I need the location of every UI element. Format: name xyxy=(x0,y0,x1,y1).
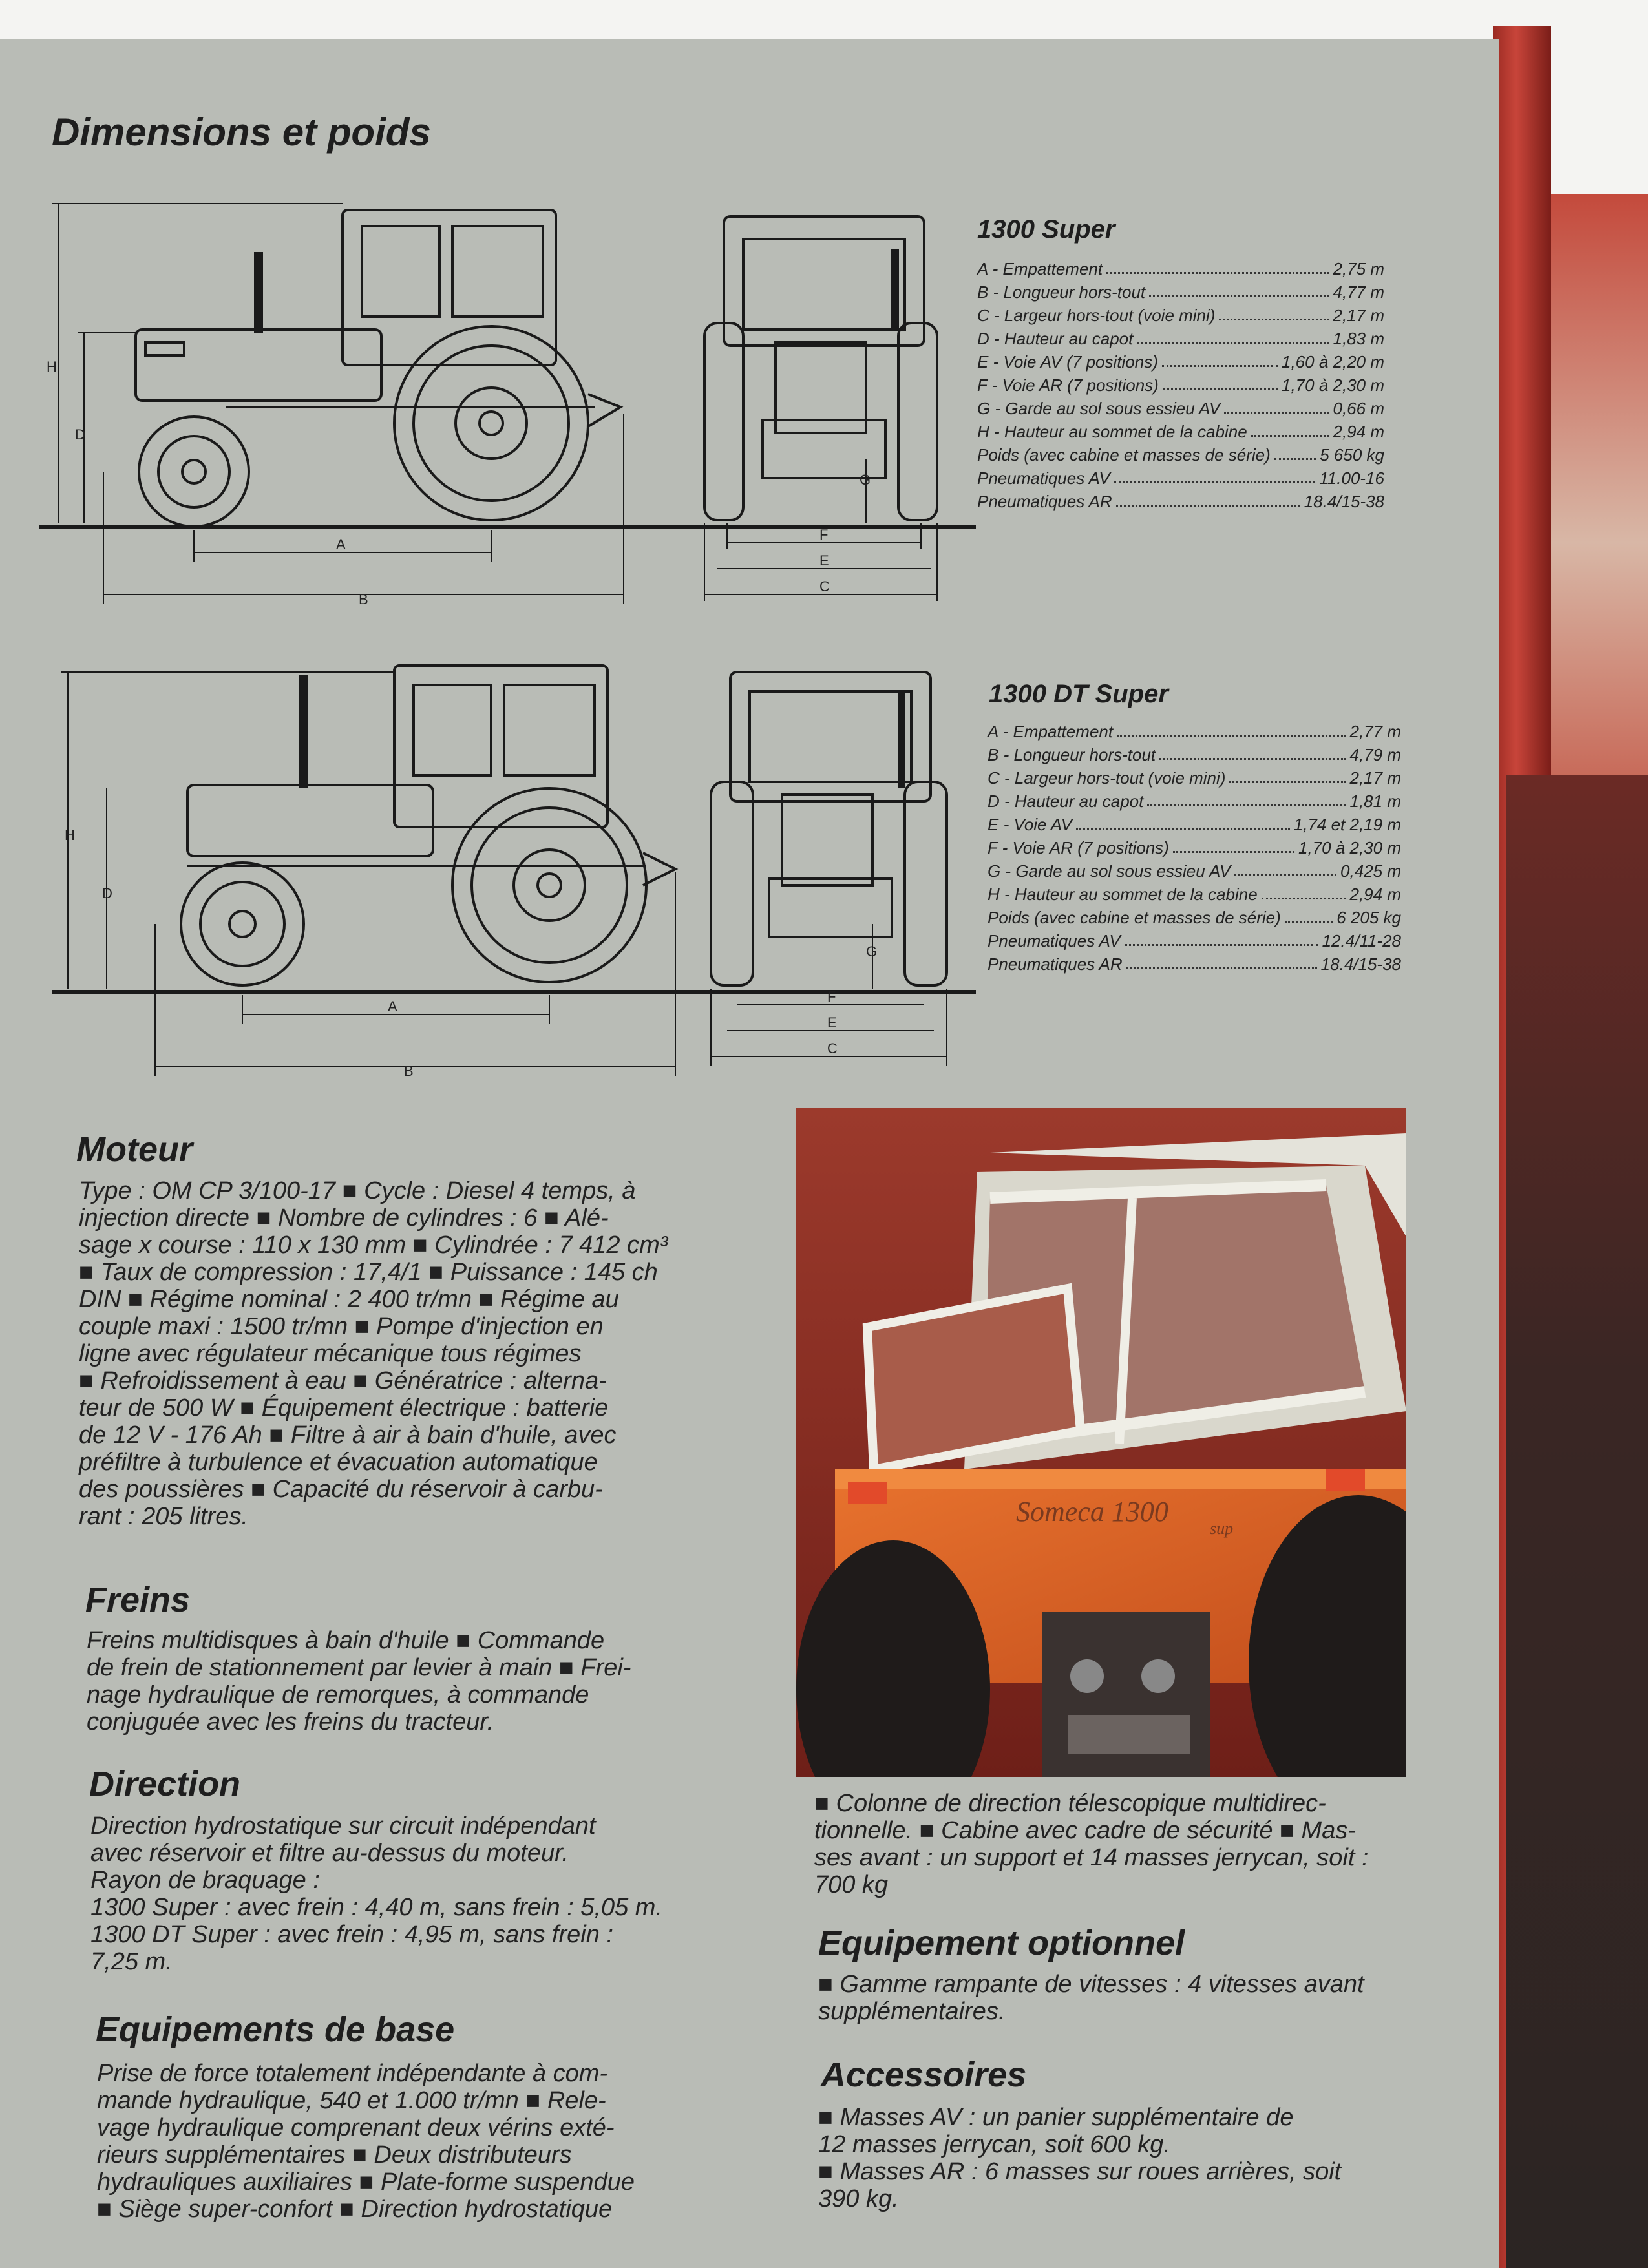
body-accessoires xyxy=(818,2104,1445,2212)
spec-row xyxy=(977,490,1384,513)
spec-label: B - Longueur hors-tout xyxy=(988,745,1156,764)
text-line: ses avant : un support et 14 masses jerrycan, soit : xyxy=(814,1844,1369,1871)
spec-value: 12.4/11-28 xyxy=(1322,931,1401,950)
spec-value: 0,66 m xyxy=(1333,399,1384,418)
spec-value: 18.4/15-38 xyxy=(1304,492,1384,511)
text-line: rieurs supplémentaires ■ Deux distributeurs xyxy=(97,2141,572,2168)
text-line: teur de 500 W ■ Équipement électrique : batterie xyxy=(79,1394,609,1422)
spec-row xyxy=(977,280,1384,304)
spec-label: G - Garde au sol sous essieu AV xyxy=(988,861,1231,881)
dim-label-b: B xyxy=(359,591,368,607)
spec-label: D - Hauteur au capot xyxy=(977,329,1134,348)
spec-row xyxy=(977,467,1384,490)
spec-value: 1,83 m xyxy=(1333,329,1384,348)
spec-value: 2,75 m xyxy=(1333,259,1384,278)
spec-value: 11.00-16 xyxy=(1319,468,1384,488)
dim-label-e: E xyxy=(819,552,829,569)
spec-value: 1,81 m xyxy=(1349,792,1401,811)
dim-label-b: B xyxy=(404,1063,414,1079)
spec-row xyxy=(988,790,1401,813)
text-line: ■ Taux de compression : 17,4/1 ■ Puissance : 145 ch xyxy=(79,1259,658,1286)
spec-row xyxy=(977,304,1384,327)
text-line: conjuguée avec les freins du tracteur. xyxy=(87,1708,494,1736)
spec-value: 4,77 m xyxy=(1333,282,1384,302)
photo-badge-suffix: sup xyxy=(1210,1519,1234,1538)
dim-label-d: D xyxy=(102,885,112,901)
text-line: ■ Gamme rampante de vitesses : 4 vitesses avant xyxy=(818,1971,1364,1998)
dim-label-h: H xyxy=(47,359,57,375)
text-line: vage hydraulique comprenant deux vérins exté- xyxy=(97,2114,615,2141)
dim-label-c: C xyxy=(827,1040,838,1056)
spec-value: 1,60 à 2,20 m xyxy=(1282,352,1384,372)
spec-label: Poids (avec cabine et masses de série) xyxy=(977,445,1271,465)
dim-label-e: E xyxy=(827,1014,837,1031)
adjacent-page-photo-edge xyxy=(1506,775,1648,2268)
text-line: ■ Colonne de direction télescopique multidirec- xyxy=(814,1790,1326,1817)
spec-row xyxy=(988,929,1401,952)
heading-accessoires: Accessoires xyxy=(821,2055,1027,2094)
spec-label: A - Empattement xyxy=(988,722,1114,741)
spec-list-1300-dt-super xyxy=(988,720,1401,976)
dim-label-f: F xyxy=(827,989,836,1005)
spec-value: 18.4/15-38 xyxy=(1320,954,1401,974)
body-direction xyxy=(90,1812,724,1975)
spec-list-1300-super xyxy=(977,257,1384,513)
text-line: ■ Refroidissement à eau ■ Génératrice : alterna- xyxy=(79,1367,607,1394)
text-line: 12 masses jerrycan, soit 600 kg. xyxy=(818,2131,1170,2158)
dim-label-d: D xyxy=(75,426,85,443)
text-line: ■ Masses AV : un panier supplémentaire de xyxy=(818,2104,1294,2131)
body-equipements-base xyxy=(97,2060,730,2223)
spec-title-1300-dt-super: 1300 DT Super xyxy=(989,680,1168,708)
spec-label: Pneumatiques AR xyxy=(977,492,1112,511)
diagram-1300-dt-super xyxy=(45,653,989,1092)
dim-label-c: C xyxy=(819,578,830,594)
dim-label-g: G xyxy=(860,472,871,488)
text-line: des poussières ■ Capacité du réservoir à carbu- xyxy=(79,1476,603,1503)
spec-row xyxy=(977,373,1384,397)
dim-label-a: A xyxy=(336,536,346,552)
page-title: Dimensions et poids xyxy=(52,110,431,154)
text-line: de frein de stationnement par levier à main ■ Frei- xyxy=(87,1654,631,1681)
tractor-photo-illustration xyxy=(796,1108,1406,1777)
text-line: 390 kg. xyxy=(818,2185,899,2212)
text-line: couple maxi : 1500 tr/mn ■ Pompe d'injection en xyxy=(79,1313,604,1340)
spec-value: 1,74 et 2,19 m xyxy=(1293,815,1401,834)
spec-label: D - Hauteur au capot xyxy=(988,792,1144,811)
spec-row xyxy=(988,859,1401,883)
spec-value: 0,425 m xyxy=(1340,861,1401,881)
spec-row xyxy=(988,766,1401,790)
text-line: 1300 DT Super : avec frein : 4,95 m, sans frein : xyxy=(90,1921,613,1948)
spec-row xyxy=(988,883,1401,906)
spec-label: Pneumatiques AV xyxy=(988,931,1121,950)
text-line: mande hydraulique, 540 et 1.000 tr/mn ■ Rele- xyxy=(97,2087,606,2114)
text-line: sage x course : 110 x 130 mm ■ Cylindrée : 7 412 cm³ xyxy=(79,1232,668,1259)
heading-direction: Direction xyxy=(89,1765,241,1803)
text-line: ■ Siège super-confort ■ Direction hydrostatique xyxy=(97,2196,613,2223)
text-line: 1300 Super : avec frein : 4,40 m, sans frein : 5,05 m. xyxy=(90,1894,663,1921)
text-line: ■ Masses AR : 6 masses sur roues arrières, soit xyxy=(818,2158,1342,2185)
spec-row xyxy=(977,397,1384,420)
dim-label-h: H xyxy=(65,827,75,843)
spec-label: Poids (avec cabine et masses de série) xyxy=(988,908,1281,927)
spec-row xyxy=(977,257,1384,280)
spec-value: 4,79 m xyxy=(1349,745,1401,764)
text-line: Freins multidisques à bain d'huile ■ Commande xyxy=(87,1627,605,1654)
spec-label: F - Voie AR (7 positions) xyxy=(977,375,1159,395)
text-line: préfiltre à turbulence et évacuation automatique xyxy=(79,1449,598,1476)
spec-value: 2,17 m xyxy=(1349,768,1401,788)
tractor-photo xyxy=(796,1108,1406,1777)
text-line: Type : OM CP 3/100-17 ■ Cycle : Diesel 4 temps, à xyxy=(79,1177,636,1204)
spec-row xyxy=(977,327,1384,350)
spec-value: 2,77 m xyxy=(1349,722,1401,741)
text-line: hydrauliques auxiliaires ■ Plate-forme suspendue xyxy=(97,2168,635,2196)
heading-freins: Freins xyxy=(85,1580,191,1619)
spec-title-1300-super: 1300 Super xyxy=(977,215,1115,244)
spec-row xyxy=(977,350,1384,373)
heading-equipements-base: Equipements de base xyxy=(96,2010,455,2049)
spec-label: Pneumatiques AR xyxy=(988,954,1123,974)
text-line: de 12 V - 176 Ah ■ Filtre à air à bain d'huile, avec xyxy=(79,1422,617,1449)
dim-label-g: G xyxy=(866,943,878,960)
body-equipement-optionnel xyxy=(818,1971,1445,2025)
spec-label: C - Largeur hors-tout (voie mini) xyxy=(977,306,1216,325)
text-line: Prise de force totalement indépendante à com- xyxy=(97,2060,608,2087)
diagram-1300-super xyxy=(32,181,989,627)
text-line: avec réservoir et filtre au-dessus du moteur. xyxy=(90,1840,569,1867)
spec-label: H - Hauteur au sommet de la cabine xyxy=(977,422,1247,441)
spec-row xyxy=(977,420,1384,443)
spec-value: 1,70 à 2,30 m xyxy=(1298,838,1401,857)
text-line: tionnelle. ■ Cabine avec cadre de sécurité ■ Mas- xyxy=(814,1817,1356,1844)
text-line: ligne avec régulateur mécanique tous régimes xyxy=(79,1340,582,1367)
text-line: Direction hydrostatique sur circuit indépendant xyxy=(90,1812,596,1840)
heading-moteur: Moteur xyxy=(76,1130,193,1169)
text-line: supplémentaires. xyxy=(818,1998,1006,2025)
spec-label: G - Garde au sol sous essieu AV xyxy=(977,399,1221,418)
spec-row xyxy=(988,906,1401,929)
spec-label: C - Largeur hors-tout (voie mini) xyxy=(988,768,1226,788)
spec-value: 2,17 m xyxy=(1333,306,1384,325)
spec-value: 5 650 kg xyxy=(1320,445,1384,465)
spec-row xyxy=(988,743,1401,766)
spec-label: E - Voie AV (7 positions) xyxy=(977,352,1158,372)
spec-value: 6 205 kg xyxy=(1336,908,1401,927)
spec-label: E - Voie AV xyxy=(988,815,1073,834)
dim-label-a: A xyxy=(388,998,397,1014)
text-line: 7,25 m. xyxy=(90,1948,173,1975)
text-line: nage hydraulique de remorques, à commande xyxy=(87,1681,589,1708)
spec-label: H - Hauteur au sommet de la cabine xyxy=(988,885,1258,904)
spec-row xyxy=(977,443,1384,467)
spec-value: 2,94 m xyxy=(1333,422,1384,441)
spec-row xyxy=(988,952,1401,976)
text-line: rant : 205 litres. xyxy=(79,1503,248,1530)
heading-equipement-optionnel: Equipement optionnel xyxy=(818,1924,1185,1962)
spec-label: F - Voie AR (7 positions) xyxy=(988,838,1169,857)
body-suite-equipements xyxy=(814,1790,1441,1898)
spec-label: B - Longueur hors-tout xyxy=(977,282,1146,302)
text-line: Rayon de braquage : xyxy=(90,1867,320,1894)
spec-value: 2,94 m xyxy=(1349,885,1401,904)
body-moteur xyxy=(79,1177,712,1530)
spec-value: 1,70 à 2,30 m xyxy=(1282,375,1384,395)
text-line: 700 kg xyxy=(814,1871,889,1898)
photo-badge: Someca 1300 xyxy=(1016,1496,1168,1528)
spec-row xyxy=(988,813,1401,836)
spec-label: Pneumatiques AV xyxy=(977,468,1110,488)
spec-row xyxy=(988,720,1401,743)
text-line: injection directe ■ Nombre de cylindres : 6 ■ Alé- xyxy=(79,1204,609,1232)
dim-label-f: F xyxy=(819,527,829,543)
body-freins xyxy=(87,1627,720,1736)
spec-label: A - Empattement xyxy=(977,259,1103,278)
spec-row xyxy=(988,836,1401,859)
text-line: DIN ■ Régime nominal : 2 400 tr/mn ■ Régime au xyxy=(79,1286,619,1313)
